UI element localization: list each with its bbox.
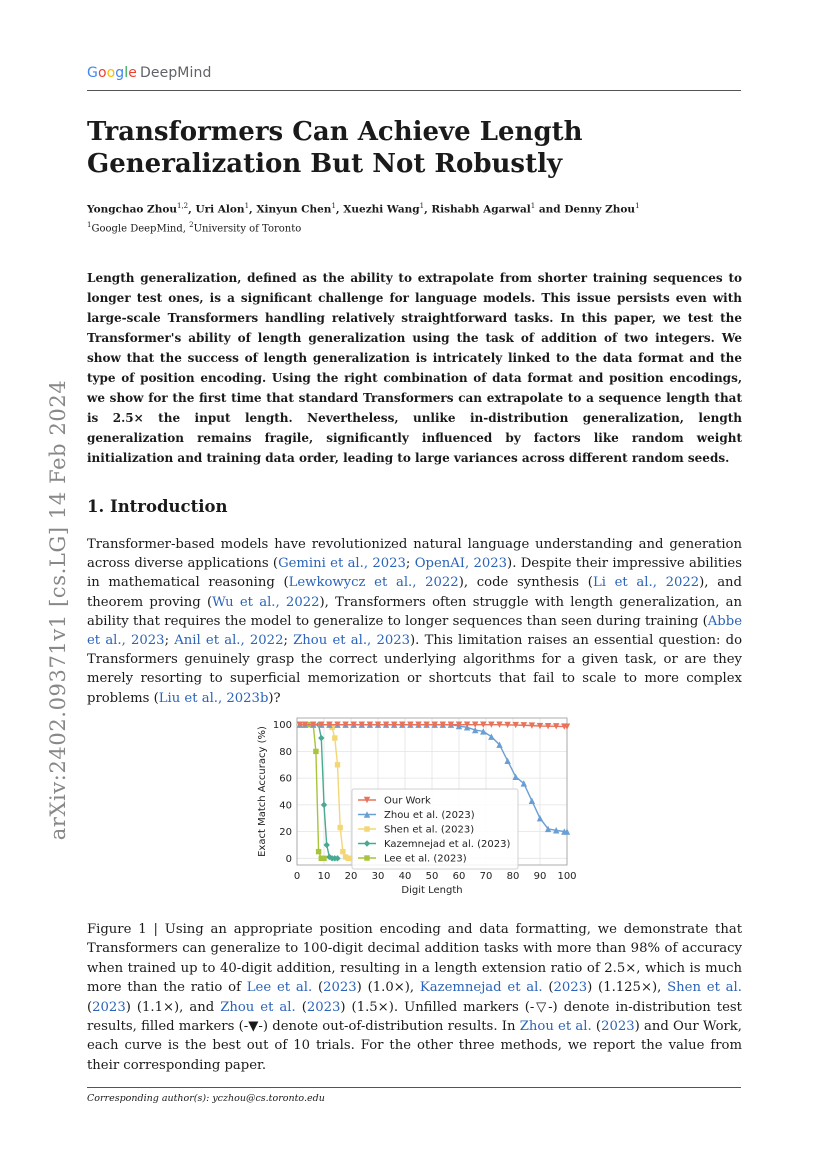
data-point	[335, 762, 340, 767]
google-letter: o	[97, 65, 107, 81]
x-axis-label: Digit Length	[401, 885, 463, 896]
citation-link[interactable]: 2023	[553, 980, 588, 996]
x-tick-label: 90	[533, 871, 547, 882]
citation-link[interactable]: Anil et al., 2022	[174, 633, 284, 649]
author-name: Rishabh Agarwal	[431, 203, 531, 216]
y-tick-label: 100	[272, 720, 292, 732]
text-run: (	[542, 980, 554, 996]
text-run: ) (1.125×),	[587, 980, 668, 996]
citation-link[interactable]: Lewkowycz et al., 2022	[288, 575, 459, 591]
affiliations	[87, 221, 301, 234]
x-tick-label: 100	[557, 871, 577, 882]
citation-link[interactable]: Shen et al.	[667, 980, 742, 996]
y-tick-label: 20	[279, 827, 292, 839]
google-deepmind-logo	[87, 65, 211, 81]
google-letter: g	[115, 65, 125, 81]
x-tick-label: 20	[344, 871, 358, 882]
data-point	[537, 815, 543, 821]
text-run: )?	[268, 690, 281, 706]
y-tick-label: 60	[279, 773, 292, 785]
citation-link[interactable]: OpenAI, 2023	[414, 556, 508, 572]
citation-link[interactable]: Lee et al.	[246, 980, 313, 996]
legend-marker	[364, 826, 369, 831]
google-letter: l	[124, 65, 129, 81]
author-affiliation-marker: 1	[244, 202, 250, 210]
text-run: ), Transformers often struggle with length generalization, an ability that requires the model to generalize to longer sequences than seen during training (	[87, 594, 743, 629]
citation-link[interactable]: Kazemnejad et al.	[419, 980, 543, 996]
author-name: Xuezhi Wang	[343, 203, 420, 216]
x-tick-label: 50	[425, 871, 439, 882]
text-run: (	[87, 999, 93, 1015]
data-point	[332, 735, 337, 740]
data-point	[529, 798, 535, 804]
text-run: ;	[283, 633, 294, 649]
y-tick-label: 0	[285, 853, 292, 865]
legend-label: Kazemnejad et al. (2023)	[384, 839, 511, 850]
series-shen-et-al-2023-	[297, 722, 354, 861]
x-tick-label: 10	[317, 871, 331, 882]
data-point	[321, 802, 327, 808]
text-run: ), and theorem proving (	[87, 575, 742, 610]
text-run: ) (1.1×), and	[125, 999, 221, 1015]
accuracy-line-chart	[252, 708, 582, 908]
corresponding-author-note: Corresponding author(s): yczhou@cs.toronto.edu	[87, 1093, 325, 1104]
author-affiliation-marker: 1	[530, 202, 536, 210]
text-run: (	[312, 980, 324, 996]
y-tick-label: 80	[279, 746, 292, 758]
author-list: Yongchao Zhou$^{1,2}$, Uri Alon$^1$, Xinyun Chen$^1$, Xuezhi Wang$^1$, Rishabh Agarwal$^1$ and Denny Zhou$^1$	[87, 202, 640, 216]
x-tick-label: 0	[293, 871, 301, 882]
x-tick-label: 40	[398, 871, 412, 882]
author-affiliation-marker: 1,2	[177, 202, 189, 210]
deepmind-wordmark: DeepMind	[140, 65, 212, 81]
section-heading: 1. Introduction	[87, 497, 228, 516]
text-run: ). Despite their impressive abilities in mathematical reasoning (	[87, 556, 742, 591]
x-tick-label: 80	[506, 871, 520, 882]
legend-label: Shen et al. (2023)	[384, 824, 475, 836]
paper-title: Transformers Can Achieve Length Generalization But Not Robustly	[87, 117, 583, 179]
text-run: ), code synthesis (	[458, 575, 593, 591]
text-run: ). This limitation raises an essential question: do Transformers genuinely grasp the correct underlying algorithms for a given task, or are they merely resorting to superficial memorization or shortcuts that fail to scale to more complex problems (	[87, 633, 743, 706]
x-tick-label: 60	[452, 871, 466, 882]
y-axis-label: Exact Match Accuracy (%)	[257, 726, 268, 857]
author-affiliation-marker: 1	[331, 202, 336, 210]
legend-marker	[364, 855, 369, 860]
legend-label: Zhou et al. (2023)	[384, 810, 475, 821]
abstract: Length generalization, defined as the ability to extrapolate from shorter training sequences to longer test ones, is a significant challenge for language models. This issue persists even with large-scale Transformers handling relatively straightforward tasks. In this paper, we test the Transformer's ability of length generalization using the task of addition of two integers. We show that the success of length generalization is intricately linked to the data format and the type of position encoding. Using the right combination of data format and position encodings, we show for the first time that standard Transformers can extrapolate to a sequence length that is 2.5× the input length. Nevertheless, unlike in-distribution generalization, length generalization remains fragile, significantly influenced by factors like random weight initialization and training data order, leading to large variances across different random seeds.	[87, 271, 742, 465]
text-run: ) (1.0×),	[356, 980, 420, 996]
header-rule	[87, 90, 741, 91]
data-point	[504, 758, 510, 764]
google-wordmark	[87, 65, 137, 81]
data-point	[324, 842, 330, 848]
footer-rule	[87, 1087, 741, 1088]
author-name: Yongchao Zhou	[87, 203, 177, 216]
data-point	[313, 749, 318, 754]
text-run: ;	[405, 556, 415, 572]
citation-link[interactable]: Zhou et al.	[220, 999, 296, 1015]
data-point	[316, 849, 321, 854]
citation-link[interactable]: Gemini et al., 2023	[278, 556, 406, 572]
chart-legend	[352, 789, 518, 869]
affiliation-name: University of Toronto	[193, 223, 302, 235]
data-point	[513, 774, 519, 780]
google-letter: o	[106, 65, 116, 81]
text-run: ) (1.5×). Unfilled markers (-▽-) denote in-distribution test results, filled markers (-▼-) denote out-of-distribution results. In	[87, 999, 742, 1035]
affiliation-marker: 1	[87, 221, 92, 229]
affiliation-name: Google DeepMind,	[91, 223, 190, 235]
data-point	[337, 825, 342, 830]
affiliation-marker: 2	[189, 221, 194, 229]
citation-link[interactable]: Wu et al., 2022	[212, 594, 320, 610]
author-affiliation-marker: 1	[635, 202, 640, 210]
citation-link[interactable]: 2023	[92, 999, 126, 1015]
data-point	[340, 849, 345, 854]
author-affiliation-marker: 1	[419, 202, 425, 210]
intro-paragraph	[87, 535, 742, 708]
figure-caption	[87, 920, 742, 1075]
legend-label: Our Work	[384, 795, 431, 807]
series-lee-et-al-2023-	[297, 722, 327, 861]
author-name: Uri Alon	[195, 203, 245, 216]
y-tick-label: 40	[279, 800, 292, 812]
text-run: (	[295, 999, 307, 1015]
citation-link[interactable]: 2023	[601, 1019, 635, 1035]
citation-link[interactable]: 2023	[323, 980, 357, 996]
citation-link[interactable]: Zhou et al.	[519, 1019, 592, 1035]
series-line	[300, 725, 324, 859]
arxiv-stamp: arXiv:2402.09371v1 [cs.LG] 14 Feb 2024	[46, 379, 70, 841]
text-run: ) and Our Work, each curve is the best out of 10 trials. For the other three methods, we report the value from their corresponding paper.	[87, 1019, 742, 1073]
data-point	[318, 735, 324, 741]
x-tick-label: 70	[479, 871, 493, 882]
citation-link[interactable]: Liu et al., 2023b	[158, 690, 269, 706]
citation-link[interactable]: 2023	[306, 999, 341, 1015]
google-letter: G	[87, 65, 98, 81]
citation-link[interactable]: Li et al., 2022	[592, 575, 700, 591]
legend-label: Lee et al. (2023)	[384, 853, 467, 865]
google-letter: e	[128, 65, 138, 81]
series-line	[300, 725, 351, 859]
x-tick-label: 30	[371, 871, 385, 882]
citation-link[interactable]: Zhou et al., 2023	[293, 633, 411, 649]
citation-link[interactable]: Abbe et al., 2023	[87, 613, 742, 649]
text-run: Transformer-based models have revolutionized natural language understanding and generation across diverse applications (	[87, 537, 742, 572]
text-run: Figure 1 | Using an appropriate position encoding and data formatting, we demonstrate that Transformers can generalize to 100-digit decimal addition tasks with more than 98% of accuracy when trained up to 40-digit addition, resulting in a length extension ratio of 2.5×, which is much more than the ratio of	[87, 922, 742, 996]
author-name: Denny Zhou	[564, 203, 636, 216]
data-point	[321, 856, 326, 861]
text-run: ;	[164, 633, 175, 649]
text-run: (	[591, 1019, 602, 1035]
author-name: Xinyun Chen	[256, 203, 332, 216]
